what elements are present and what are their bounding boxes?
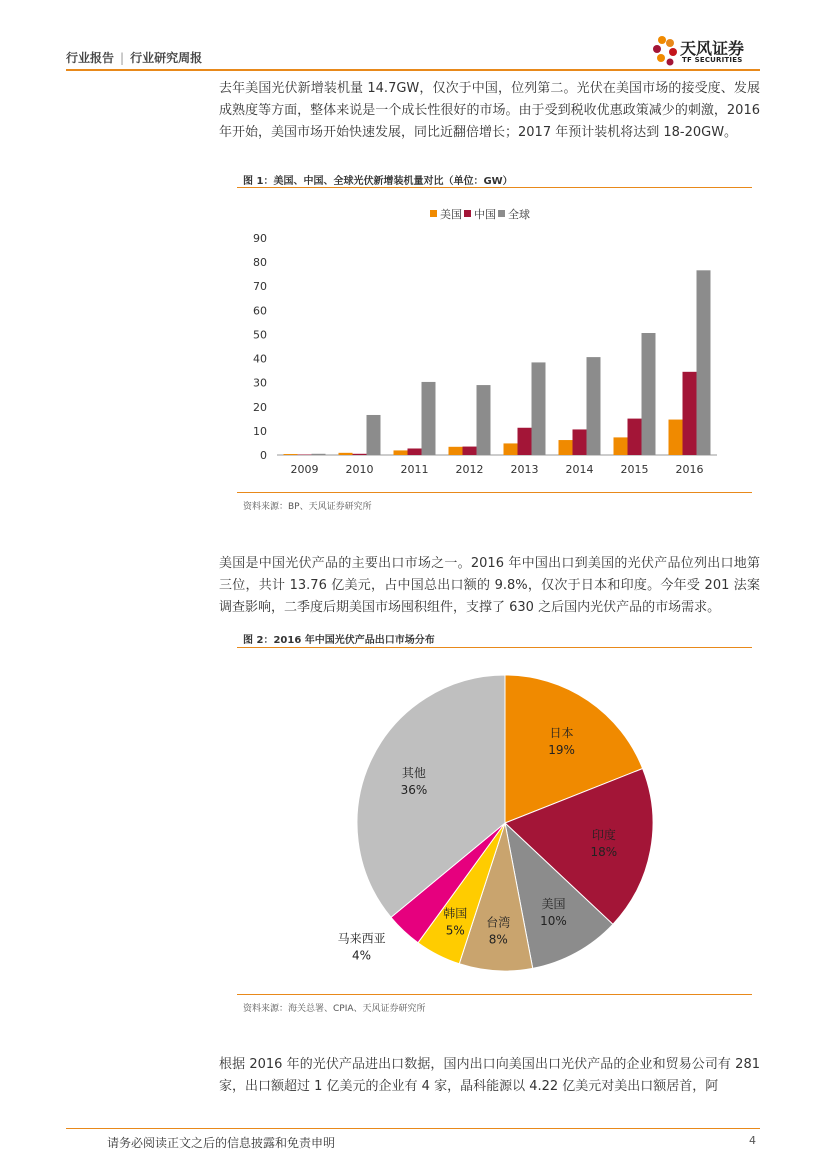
figure2-title: 图 2：2016 年中国光伏产品出口市场分布 [243, 635, 435, 646]
paragraph-us-installations: 去年美国光伏新增装机量 14.7GW，仅次于中国，位列第二。光伏在美国市场的接受度、发展成熟度等方面，整体来说是一个成长性很好的市场。由于受到税收优惠政策减少的刺激，2016 年开始，美国市场开始快速发展，同比近翻倍增长；2017 年预计装机将达到 18-20GW。 [219, 81, 760, 140]
figure2-source: 资料来源：海关总署、CPIA、天风证券研究所 [243, 1004, 426, 1014]
header-rule [66, 69, 760, 71]
y-tick-label: 50 [253, 328, 267, 342]
y-tick-label: 80 [253, 256, 267, 270]
logo-name: 天风证券 [680, 39, 745, 58]
page-number: 4 [749, 1134, 756, 1147]
pie-label: 其他 [401, 766, 426, 781]
logo-petals-icon [652, 34, 680, 70]
report-type: 行业研究周报 [130, 51, 203, 65]
bar-2009-美国 [284, 454, 298, 455]
paragraph-us-export-market: 美国是中国光伏产品的主要出口市场之一。2016 年中国出口到美国的光伏产品位列出口地第三位，共计 13.76 亿美元，占中国总出口额的 9.8%，仅次于日本和印度。今年受 201 法案调查影响，二季度后期美国市场囤积组件，支撑了 630 之后国内光伏产品的市场需求。 [219, 556, 760, 615]
x-tick-label: 2015 [620, 463, 649, 476]
bar-2012-中国 [463, 447, 477, 455]
pie-percent-label: 18% [590, 844, 618, 859]
figure1-bottom-rule [237, 492, 752, 493]
y-tick-label: 60 [253, 304, 267, 318]
y-tick-label: 10 [253, 424, 267, 438]
legend-swatch [498, 210, 505, 217]
pie-percent-label: 8% [488, 932, 508, 947]
bar-2015-中国 [628, 419, 642, 455]
y-tick-label: 40 [253, 352, 267, 366]
pie-label: 日本 [549, 725, 574, 740]
pie-percent-label: 19% [548, 742, 575, 757]
pie-percent-label: 5% [445, 923, 465, 938]
legend-swatch [430, 210, 437, 217]
paragraph-export-companies: 根据 2016 年的光伏产品进出口数据，国内出口向美国出口光伏产品的企业和贸易公司有 281 家，出口额超过 1 亿美元的企业有 4 家，晶科能源以 4.22 亿美元对美出口额居首，阿 [219, 1057, 760, 1094]
bar-2009-全球 [312, 454, 326, 455]
bar-2012-全球 [477, 385, 491, 455]
bar-2014-美国 [559, 440, 573, 455]
pie-percent-label: 4% [352, 948, 372, 963]
pie-label: 台湾 [486, 915, 511, 930]
bar-2013-全球 [532, 362, 546, 455]
y-tick-label: 30 [253, 376, 267, 390]
x-tick-label: 2012 [455, 463, 484, 476]
bar-2015-全球 [642, 333, 656, 455]
bar-2014-全球 [587, 357, 601, 455]
bar-2016-全球 [697, 270, 711, 455]
footer-rule [66, 1128, 760, 1129]
x-tick-label: 2010 [345, 463, 374, 476]
x-tick-label: 2009 [290, 463, 319, 476]
tf-securities-logo [652, 34, 772, 70]
x-tick-label: 2014 [565, 463, 594, 476]
bar-2014-中国 [573, 429, 587, 455]
bar-2016-中国 [683, 372, 697, 455]
legend-swatch [464, 210, 471, 217]
bar-2011-中国 [408, 448, 422, 455]
x-tick-label: 2013 [510, 463, 539, 476]
export-market-pie-chart [237, 655, 757, 990]
y-tick-label: 20 [253, 400, 267, 414]
y-tick-label: 0 [260, 449, 267, 462]
pie-label: 美国 [541, 897, 566, 912]
pie-label: 马来西亚 [337, 931, 386, 946]
legend-label: 全球 [508, 208, 530, 221]
figure1-source: 资料来源：BP、天风证券研究所 [243, 502, 372, 512]
legend-label: 中国 [474, 208, 496, 221]
pie-percent-label: 36% [400, 783, 428, 798]
bar-2016-美国 [669, 420, 683, 455]
y-tick-label: 70 [253, 280, 267, 294]
bar-2011-美国 [394, 450, 408, 455]
bar-2013-美国 [504, 443, 518, 455]
bar-2012-美国 [449, 447, 463, 455]
report-breadcrumb [66, 49, 202, 66]
breadcrumb-separator: | [120, 51, 125, 65]
bar-2011-全球 [422, 382, 436, 455]
bar-2015-美国 [614, 437, 628, 455]
bar-2010-全球 [367, 415, 381, 455]
y-tick-label: 90 [253, 232, 267, 245]
pie-label: 印度 [591, 827, 616, 842]
figure1-title: 图 1：美国、中国、全球光伏新增装机量对比（单位：GW） [243, 176, 513, 187]
legend-label: 美国 [440, 208, 462, 221]
installations-bar-chart [237, 195, 757, 485]
logo-subtitle: TF SECURITIES [682, 56, 743, 64]
bar-2010-中国 [353, 454, 367, 455]
footer-disclaimer: 请务必阅读正文之后的信息披露和免责申明 [107, 1136, 336, 1150]
x-tick-label: 2011 [400, 463, 429, 476]
bar-2013-中国 [518, 428, 532, 455]
figure2-top-rule [237, 647, 752, 648]
pie-label: 韩国 [443, 906, 468, 921]
figure2-bottom-rule [237, 994, 752, 995]
report-category: 行业报告 [66, 51, 115, 65]
bar-2010-美国 [339, 453, 353, 455]
pie-percent-label: 10% [540, 914, 567, 929]
x-tick-label: 2016 [675, 463, 704, 476]
figure1-top-rule [237, 187, 752, 188]
